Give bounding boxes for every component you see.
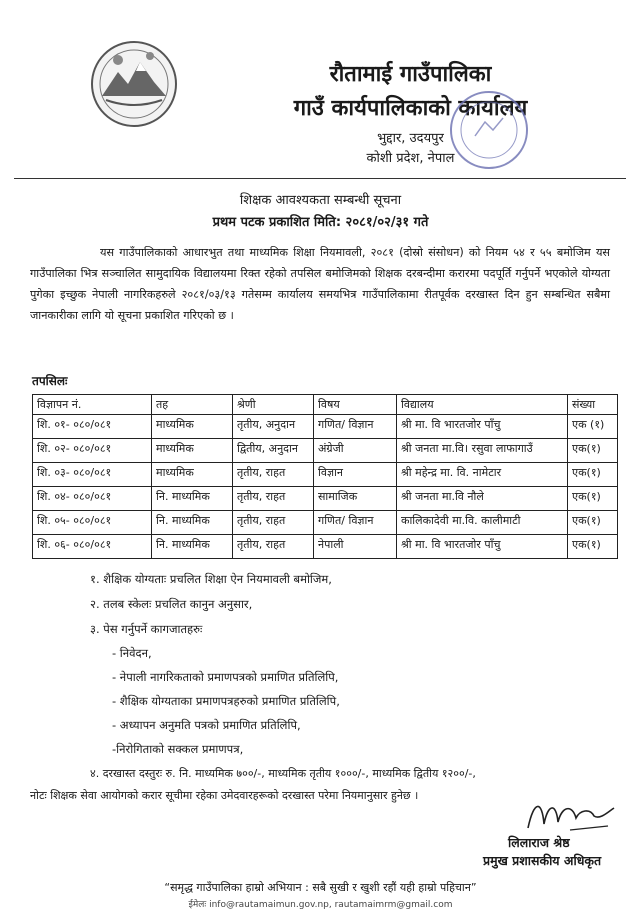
cell-grade: तृतीय, राहत xyxy=(233,487,314,511)
cell-subject: गणित/ विज्ञान xyxy=(314,415,397,439)
handwritten-signature xyxy=(520,790,620,840)
cell-subject: गणित/ विज्ञान xyxy=(314,511,397,535)
col-subject: विषय xyxy=(314,395,397,415)
cell-subject: नेपाली xyxy=(314,535,397,559)
cell-school: कालिकादेवी मा.वि. कालीमाटी xyxy=(397,511,568,535)
cell-ad-number: शि. ०१- ०८०/०८१ xyxy=(33,415,152,439)
vacancy-table xyxy=(32,394,618,559)
signatory-post: प्रमुख प्रशासकीय अधिकृत xyxy=(483,853,602,868)
cell-level: माध्यमिक xyxy=(152,415,233,439)
document-item: - निवेदन, xyxy=(112,646,152,660)
cell-school: श्री मा. वि भारतजोर पाँचु xyxy=(397,415,568,439)
table-row xyxy=(33,487,618,511)
cell-level: नि. माध्यमिक xyxy=(152,535,233,559)
cell-school: श्री जनता मा.वि नौले xyxy=(397,487,568,511)
cell-count: एक(१) xyxy=(568,463,618,487)
cell-count: एक(१) xyxy=(568,511,618,535)
cell-subject: सामाजिक xyxy=(314,487,397,511)
cell-level: नि. माध्यमिक xyxy=(152,511,233,535)
col-count: संख्या xyxy=(568,395,618,415)
municipality-name: रौतामाई गाउँपालिका xyxy=(329,61,492,87)
cell-subject: अंग्रेजी xyxy=(314,439,397,463)
cell-ad-number: शि. ०४- ०८०/०८१ xyxy=(33,487,152,511)
notice-body: यस गाउँपालिकाको आधारभुत तथा माध्यमिक शिक्षा नियमावली, २०८१ (दोस्रो संसोधन) को नियम ५४ र ५५ बमोजिम यस गाउँपालिका भित्र सञ्चालित सामुदायिक विद्यालयमा रिक्त रहेको तपसिल बमोजिमको शिक्षक दरबन्दीमा करारमा पदपूर्ति गर्नुपर्ने भएकोले योग्यता पुगेका इच्छुक नेपाली नागरिकहरुले २०८१/०३/१३ गतेसम्म कार्यालय समयभित्र गाउँपालिकामा रीतपूर्वक दरखास्त दिन हुन सम्बन्धित सबैमा जानकारीका लागि यो सूचना प्रकाशित गरिएको छ । xyxy=(30,246,610,322)
cell-grade: तृतीय, राहत xyxy=(233,511,314,535)
cell-count: एक(१) xyxy=(568,535,618,559)
table-label: तपसिलः xyxy=(32,374,68,388)
cell-ad-number: शि. ०२- ०८०/०८१ xyxy=(33,439,152,463)
document-item: - अध्यापन अनुमति पत्रको प्रमाणित प्रतिलिपि, xyxy=(112,718,301,732)
header-divider xyxy=(14,178,626,179)
cell-school: श्री महेन्द्र मा. वि. नामेटार xyxy=(397,463,568,487)
footer-contact: ईमेलः info@rautamaimun.gov.np, rautamaimrm@gmail.com xyxy=(188,900,453,910)
cell-level: माध्यमिक xyxy=(152,463,233,487)
col-school: विद्यालय xyxy=(397,395,568,415)
table-row xyxy=(33,415,618,439)
cell-count: एक(१) xyxy=(568,487,618,511)
condition-salary: २. तलब स्केलः प्रचलित कानुन अनुसार, xyxy=(90,597,253,611)
office-stamp xyxy=(445,86,533,174)
cell-level: नि. माध्यमिक xyxy=(152,487,233,511)
office-province: कोशी प्रदेश, नेपाल xyxy=(366,151,455,166)
document-item: - शैक्षिक योग्यताका प्रमाणपत्रहरुको प्रमाणित प्रतिलिपि, xyxy=(112,694,340,708)
cell-level: माध्यमिक xyxy=(152,439,233,463)
table-row xyxy=(33,535,618,559)
cell-ad-number: शि. ०६- ०८०/०८१ xyxy=(33,535,152,559)
notice-title: शिक्षक आवश्यकता सम्बन्धी सूचना xyxy=(239,193,402,208)
table-row xyxy=(33,463,618,487)
condition-documents: ३. पेस गर्नुपर्ने कागजातहरुः xyxy=(90,622,203,636)
cell-count: एक (१) xyxy=(568,415,618,439)
cell-school: श्री मा. वि भारतजोर पाँचु xyxy=(397,535,568,559)
col-ad-number: विज्ञापन नं. xyxy=(33,395,152,415)
table-row xyxy=(33,511,618,535)
cell-grade: द्वितीय, अनुदान xyxy=(233,439,314,463)
cell-ad-number: शि. ०३- ०८०/०८१ xyxy=(33,463,152,487)
cell-ad-number: शि. ०५- ०८०/०८१ xyxy=(33,511,152,535)
publish-date: प्रथम पटक प्रकाशित मिति: २०८१/०२/३१ गते xyxy=(212,215,429,230)
cell-school: श्री जनता मा.वि। रसुवा लाफागाउँ xyxy=(397,439,568,463)
table-header-row xyxy=(33,395,618,415)
cell-count: एक(१) xyxy=(568,439,618,463)
cell-grade: तृतीय, राहत xyxy=(233,463,314,487)
col-level: तह xyxy=(152,395,233,415)
office-address: भुद्दार, उदयपुर xyxy=(377,131,444,146)
cell-grade: तृतीय, राहत xyxy=(233,535,314,559)
note: नोटः शिक्षक सेवा आयोगको करार सूचीमा रहेका उमेदवारहरूको दरखास्त परेमा नियमानुसार हुनेछ । xyxy=(30,789,419,802)
cell-subject: विज्ञान xyxy=(314,463,397,487)
document-item: - नेपाली नागरिकताको प्रमाणपत्रको प्रमाणित प्रतिलिपि, xyxy=(112,670,339,684)
condition-qualification: १. शैक्षिक योग्यताः प्रचलित शिक्षा ऐन नियमावली बमोजिम, xyxy=(90,572,332,586)
table-row xyxy=(33,439,618,463)
signatory-name: लिलाराज श्रेष्ठ xyxy=(508,835,570,850)
condition-fee: ४. दरखास्त दस्तुरः रु. नि. माध्यमिक ७००/-, माध्यमिक तृतीय १०००/-, माध्यमिक द्वितीय १२००/-, xyxy=(90,767,476,780)
col-grade: श्रेणी xyxy=(233,395,314,415)
office-name: गाउँ कार्यपालिकाको कार्यालय xyxy=(293,95,528,121)
footer-slogan: “समृद्ध गाउँपालिका हाम्रो अभियान : सबै सुखी र खुशी रहौं यही हाम्रो पहिचान” xyxy=(164,881,477,894)
document-item: -निरोगिताको सक्कल प्रमाणपत्र, xyxy=(112,742,244,756)
cell-grade: तृतीय, अनुदान xyxy=(233,415,314,439)
